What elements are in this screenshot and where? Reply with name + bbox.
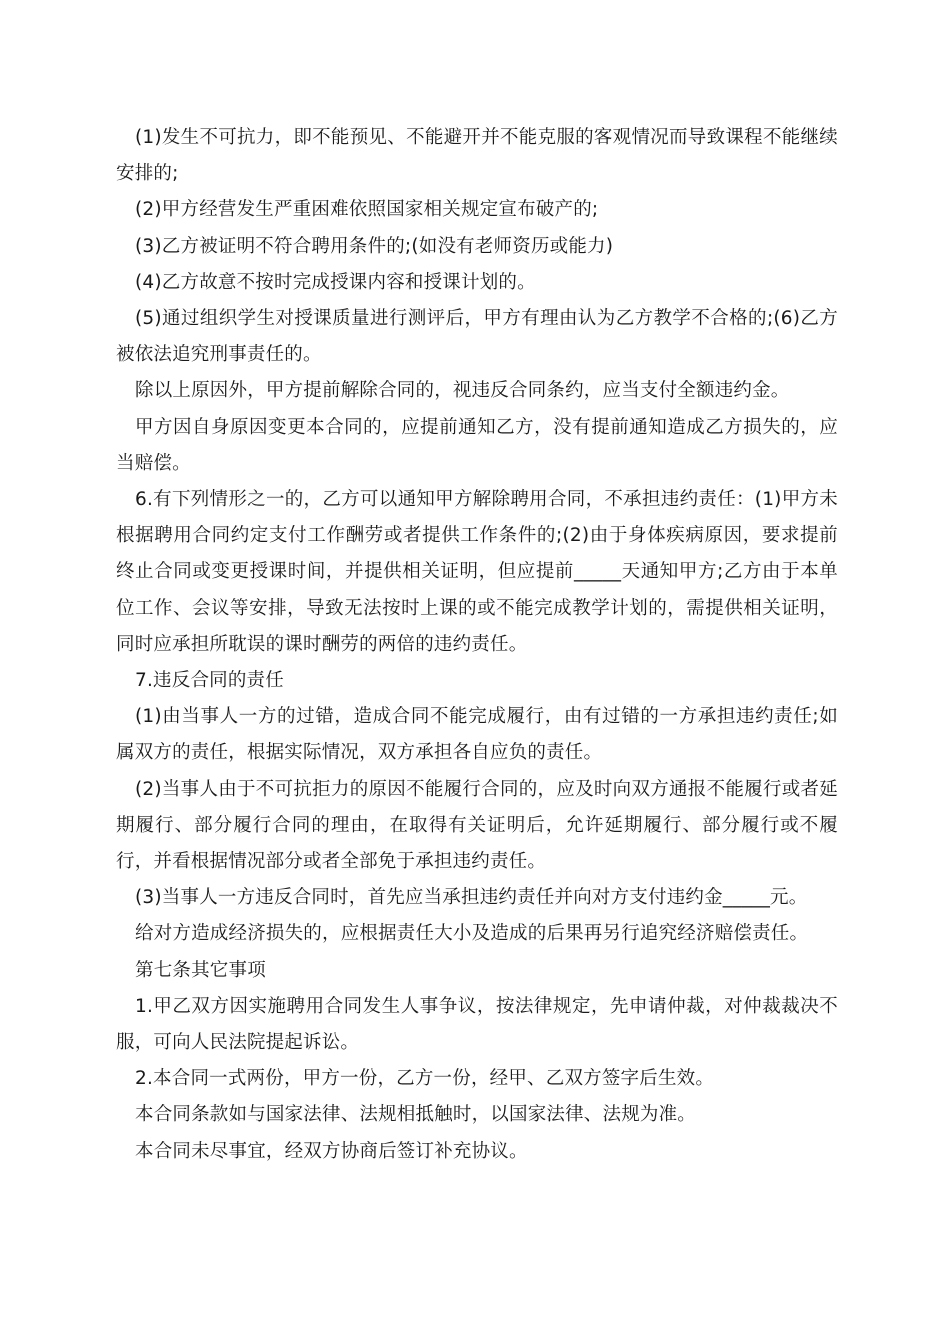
clause-not-qualified: (3)乙方被证明不符合聘用条件的;(如没有老师资历或能力)	[135, 235, 614, 257]
clause-7-1-fault-liability: (1)由当事人一方的过错，造成合同不能完成履行，由有过错的一方承担违约责任;如属双方的责任，根据实际情况，双方承担各自应负的责任。	[116, 706, 838, 764]
clause-copies: 2.本合同一式两份，甲方一份，乙方一份，经甲、乙双方签字后生效。	[135, 1068, 715, 1090]
clause-7-3-penalty-amount: (3)当事人一方违反合同时，首先应当承担违约责任并向对方支付违约金_____元。	[135, 887, 808, 909]
clause-bankruptcy: (2)甲方经营发生严重困难依照国家相关规定宣布破产的;	[135, 199, 599, 221]
clause-6-party-b-termination: 6.有下列情形之一的，乙方可以通知甲方解除聘用合同，不承担违约责任：(1)甲方未根据聘用合同约定支付工作酬劳或者提供工作条件的;(2)由于身体疾病原因，要求提前终止合同或变更授课时间，并提供相关证明，但应提前_____天通知甲方;乙方由于本单位工作、会议等安排，导致无法按时上课的或不能完成教学计划的，需提供相关证明，同时应承担所耽误的课时酬劳的两倍的违约责任。	[116, 489, 838, 655]
clause-contract-change-compensation: 甲方因自身原因变更本合同的，应提前通知乙方，没有提前通知造成乙方损失的，应当赔偿。	[116, 416, 838, 474]
clause-evaluation-failed: (5)通过组织学生对授课质量进行测评后，甲方有理由认为乙方教学不合格的;(6)乙方被依法追究刑事责任的。	[116, 308, 838, 366]
article-7-heading: 第七条其它事项	[135, 959, 266, 981]
section-7-heading: 7.违反合同的责任	[135, 670, 284, 692]
clause-law-precedence: 本合同条款如与国家法律、法规相抵触时，以国家法律、法规为准。	[135, 1104, 697, 1126]
clause-force-majeure: (1)发生不可抗力，即不能预见、不能避开并不能克服的客观情况而导致课程不能继续安排的;	[116, 127, 838, 185]
clause-economic-loss: 给对方造成经济损失的，应根据责任大小及造成的后果再另行追究经济赔偿责任。	[135, 923, 809, 945]
clause-dispute-resolution: 1.甲乙双方因实施聘用合同发生人事争议，按法律规定，先申请仲裁，对仲裁裁决不服，可向人民法院提起诉讼。	[116, 995, 838, 1054]
document-body	[116, 120, 838, 1170]
clause-early-termination-penalty: 除以上原因外，甲方提前解除合同的，视违反合同条约，应当支付全额违约金。	[135, 380, 790, 402]
clause-7-2-force-majeure: (2)当事人由于不可抗拒力的原因不能履行合同的，应及时向双方通报不能履行或者延期履行、部分履行合同的理由，在取得有关证明后，允许延期履行、部分履行或不履行，并看根据情况部分或者全部免于承担违约责任。	[116, 778, 838, 873]
clause-supplementary-agreement: 本合同未尽事宜，经双方协商后签订补充协议。	[135, 1140, 528, 1162]
clause-incomplete-teaching: (4)乙方故意不按时完成授课内容和授课计划的。	[135, 271, 536, 293]
